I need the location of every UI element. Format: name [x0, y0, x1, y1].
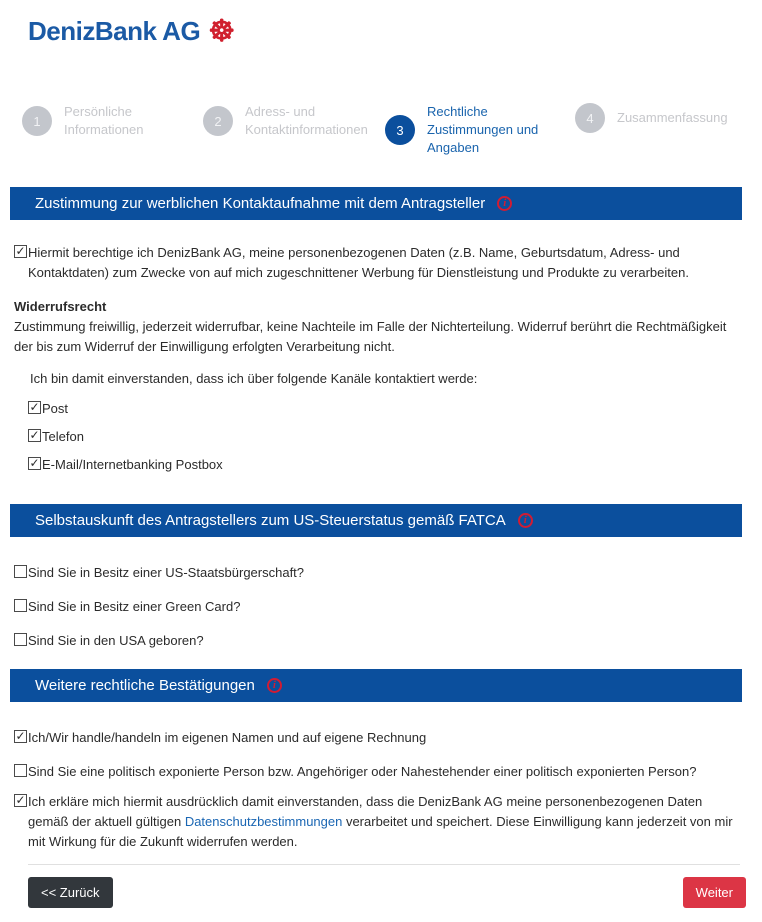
- privacy-text-before: Ich erkläre mich hiermit ausdrücklich damit einverstanden, dass die DenizBank AG meine personenbezogenen Daten gemäß der aktuell gültigen: [28, 794, 703, 829]
- channel-post-checkbox[interactable]: ✓: [29, 400, 40, 414]
- stepper-step-personal: [22, 103, 203, 139]
- section-header-legal-confirmations: [10, 669, 742, 702]
- pep-checkbox[interactable]: [14, 764, 27, 777]
- own-account-checkbox[interactable]: ✓: [15, 729, 26, 743]
- fatca-citizenship-label: Sind Sie in Besitz einer US-Staatsbürgerschaft?: [28, 565, 305, 580]
- info-icon[interactable]: i: [518, 513, 533, 528]
- step-label: Adress- und Kontaktinformationen: [245, 104, 368, 137]
- section-legal-content: [14, 728, 740, 852]
- section-header-fatca: [10, 504, 742, 537]
- channel-email-label: E-Mail/Internetbanking Postbox: [42, 457, 223, 472]
- privacy-consent-label: [28, 792, 740, 852]
- fatca-usborn-checkbox[interactable]: [14, 633, 27, 646]
- step-label: Persönliche Informationen: [64, 104, 144, 137]
- datenschutz-link[interactable]: Datenschutzbestimmungen: [184, 814, 343, 829]
- contact-channels-group: [28, 399, 740, 473]
- channel-email-checkbox[interactable]: ✓: [29, 456, 40, 470]
- fatca-greencard-checkbox[interactable]: [14, 599, 27, 612]
- fatca-usborn-row: [14, 631, 740, 648]
- denizbank-logo: [28, 16, 762, 47]
- stepper-step-summary: [575, 103, 728, 133]
- info-icon[interactable]: i: [497, 196, 512, 211]
- section-header-advertising-consent: [10, 187, 742, 220]
- header: [0, 0, 762, 56]
- step-number-badge: 3: [385, 115, 415, 145]
- channel-post-label: Post: [42, 401, 69, 416]
- step-label: Zusammenfassung: [617, 110, 728, 125]
- privacy-text-after: verarbeitet und speichert. Diese Einwilligung kann jederzeit von mir mit Wirkung für die Zukunft widerrufen werden.: [28, 814, 733, 849]
- wizard-stepper: [0, 103, 762, 157]
- consent-marketing-checkbox[interactable]: ✓: [15, 244, 26, 258]
- next-button[interactable]: Weiter: [683, 877, 746, 908]
- privacy-consent-checkbox[interactable]: ✓: [15, 793, 26, 807]
- channels-intro-text: Ich bin damit einverstanden, dass ich über folgende Kanäle kontaktiert werde:: [30, 371, 478, 386]
- step-number-badge: 1: [22, 106, 52, 136]
- fatca-greencard-label: Sind Sie in Besitz einer Green Card?: [28, 599, 241, 614]
- channel-telefon-checkbox[interactable]: ✓: [29, 428, 40, 442]
- pep-row: [14, 762, 740, 782]
- section-title: Selbstauskunft des Antragstellers zum US-Steuerstatus gemäß FATCA: [35, 512, 506, 529]
- footer-divider: [28, 864, 740, 865]
- section-title: Zustimmung zur werblichen Kontaktaufnahme mit dem Antragsteller: [35, 195, 486, 212]
- fatca-greencard-row: [14, 597, 740, 614]
- consent-marketing-label: Hiermit berechtige ich DenizBank AG, meine personenbezogenen Daten (z.B. Name, Geburtsdatum, Adress- und Kontaktdaten) zum Zwecke von auf mich zugeschnittener Werbung für Dienstleistung und Produkte zu verarbeiten.: [28, 245, 689, 280]
- step-label: Rechtliche Zustimmungen und Angaben: [427, 104, 539, 155]
- own-account-row: [14, 728, 740, 748]
- section-fatca-content: [14, 563, 740, 648]
- channel-telefon-row: [28, 427, 740, 445]
- own-account-label: Ich/Wir handle/handeln im eigenen Namen und auf eigene Rechnung: [28, 730, 427, 745]
- stepper-step-legal-current: [385, 103, 575, 157]
- step-number-badge: 2: [203, 106, 233, 136]
- footer-buttons: [28, 877, 746, 908]
- fatca-usborn-label: Sind Sie in den USA geboren?: [28, 633, 204, 648]
- channel-email-row: [28, 455, 740, 473]
- brand-name: DenizBank AG: [28, 16, 201, 46]
- consent-marketing-row: [14, 243, 740, 283]
- widerrufsrecht-heading: Widerrufsrecht: [14, 299, 107, 314]
- section-advertising-content: [14, 243, 740, 473]
- widerrufsrecht-text: Zustimmung freiwillig, jederzeit widerrufbar, keine Nachteile im Falle der Nichterteilung. Widerruf berührt die Rechtmäßigkeit der bis zum Widerruf der Einwilligung erfolgten Verarbeitung nicht.: [14, 319, 727, 354]
- fatca-citizenship-checkbox[interactable]: [14, 565, 27, 578]
- channel-telefon-label: Telefon: [42, 429, 84, 444]
- pep-label: Sind Sie eine politisch exponierte Person bzw. Angehöriger oder Nahestehender einer politisch exponierten Person?: [28, 764, 697, 779]
- channel-post-row: [28, 399, 740, 417]
- stepper-step-address: [203, 103, 385, 139]
- privacy-consent-row: [14, 792, 740, 852]
- info-icon[interactable]: i: [267, 678, 282, 693]
- fatca-citizenship-row: [14, 563, 740, 580]
- section-title: Weitere rechtliche Bestätigungen: [35, 677, 255, 694]
- step-number-badge: 4: [575, 103, 605, 133]
- back-button[interactable]: << Zurück: [28, 877, 113, 908]
- ship-wheel-icon: ☸: [208, 14, 236, 48]
